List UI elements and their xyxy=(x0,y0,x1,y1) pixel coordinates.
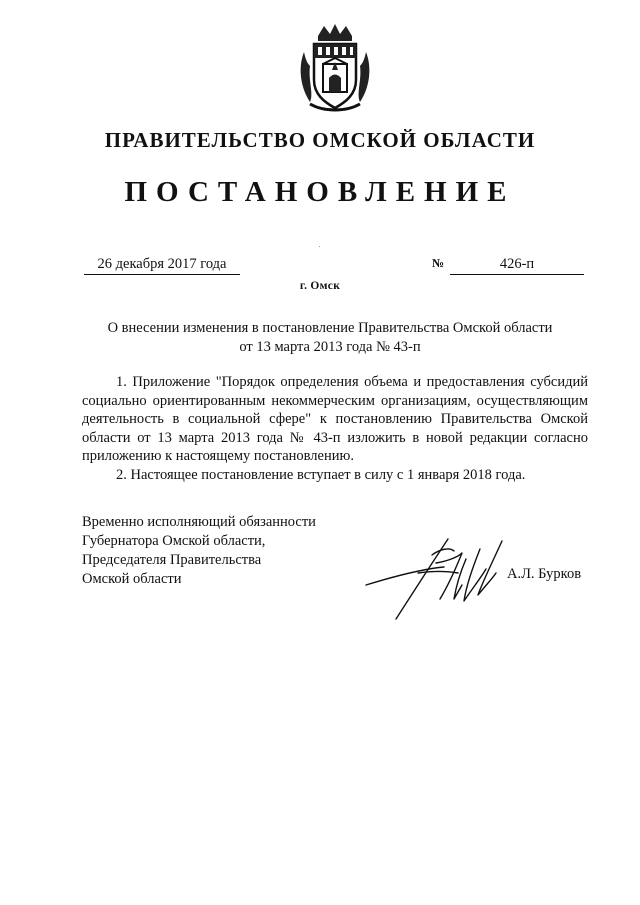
signer-position-line: Временно исполняющий обязанности xyxy=(82,514,316,530)
omsk-coat-of-arms-icon xyxy=(296,22,374,114)
document-number-field xyxy=(432,256,584,274)
signer-position-line: Омской области xyxy=(82,571,182,587)
document-number: 426-п xyxy=(450,256,584,275)
signer-position xyxy=(82,513,316,589)
signer-position-line: Губернатора Омской области, xyxy=(82,533,266,549)
document-type-title: ПОСТАНОВЛЕНИЕ xyxy=(124,176,516,208)
document-subject xyxy=(80,319,580,357)
signer-position-line: Председателя Правительства xyxy=(82,552,262,568)
government-title: ПРАВИТЕЛЬСТВО ОМСКОЙ ОБЛАСТИ xyxy=(104,128,536,152)
city-label: г. Омск xyxy=(299,280,341,292)
document-body xyxy=(82,373,588,484)
document-date: 26 декабря 2017 года xyxy=(84,256,240,275)
signer-name: А.Л. Бурков xyxy=(507,566,582,582)
subject-line-1: О внесении изменения в постановление Правительства Омской области xyxy=(107,320,553,336)
number-sign: № xyxy=(432,256,445,270)
subject-line-2: от 13 марта 2013 года № 43-п xyxy=(239,339,421,355)
body-item-1: 1. Приложение "Порядок определения объема и предоставления субсидий социально ориентированным некоммерческим организациям, осуществляющим деятельность в социальной сфере" к постановлению Правительства Омской области от 13 марта 2013 года № 43-п изложить в новой редакции согласно приложению к настоящему постановлению. xyxy=(82,374,588,464)
scan-speck xyxy=(319,246,320,247)
body-item-2: 2. Настоящее постановление вступает в силу с 1 января 2018 года. xyxy=(116,466,526,483)
